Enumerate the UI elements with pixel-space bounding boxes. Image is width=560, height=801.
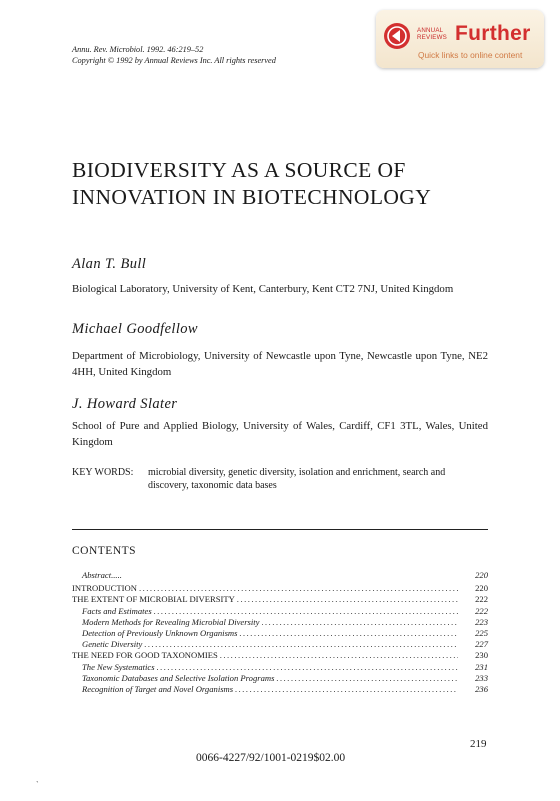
keywords-text: microbial diversity, genetic diversity, isolation and enrichment, search and discovery, taxonomic data bases <box>148 467 446 491</box>
toc-entry[interactable] <box>72 639 488 650</box>
toc-entry-text: Modern Methods for Revealing Microbial Diversity <box>82 616 260 627</box>
scan-mark: ` <box>36 780 39 789</box>
badge-reviews-text: REVIEWS <box>417 34 447 41</box>
divider <box>72 529 488 530</box>
toc-leader <box>276 673 458 684</box>
toc-entry-page: 225 <box>475 627 488 638</box>
contents-heading: CONTENTS <box>72 545 137 557</box>
toc-entry-page: 236 <box>475 683 488 694</box>
toc-leader <box>239 628 458 639</box>
citation-line-2: Copyright © 1992 by Annual Reviews Inc. All rights reserved <box>72 56 276 65</box>
keywords <box>72 466 488 492</box>
toc-entry-page: 222 <box>475 605 488 616</box>
toc-entry-page: 223 <box>475 616 488 627</box>
badge-annual-reviews-label <box>417 27 447 41</box>
toc-entry-text: Recognition of Target and Novel Organisms <box>82 683 234 694</box>
keywords-label: KEY WORDS: <box>72 467 134 478</box>
toc-entry-text: Abstract..... <box>82 570 122 580</box>
toc-leader <box>237 594 458 605</box>
toc-entry[interactable] <box>72 650 488 661</box>
toc-entry-text: Genetic Diversity <box>82 639 143 650</box>
author-affiliation: Department of Microbiology, University of Newcastle upon Tyne, Newcastle upon Tyne, NE2 4HH, United Kingdom <box>72 350 488 378</box>
toc-entry-text: Taxonomic Databases and Selective Isolation Programs <box>82 672 275 683</box>
toc-entry[interactable] <box>72 684 488 695</box>
citation-line-1: Annu. Rev. Microbiol. 1992. 46:219–52 <box>72 45 204 54</box>
author-name: Michael Goodfellow <box>72 321 198 337</box>
toc-entry-text: THE NEED FOR GOOD TAXONOMIES <box>72 650 218 661</box>
table-of-contents <box>72 570 488 695</box>
toc-entry[interactable] <box>72 628 488 639</box>
title-line-1: BIODIVERSITY AS A SOURCE OF <box>72 158 406 182</box>
toc-entry[interactable] <box>72 673 488 684</box>
page-number: 219 <box>470 738 487 750</box>
journal-citation <box>72 44 276 66</box>
toc-leader <box>262 617 459 628</box>
toc-entry-page: 231 <box>475 661 488 672</box>
toc-entry[interactable] <box>72 594 488 605</box>
toc-leader <box>154 606 458 617</box>
toc-entry-page: 230 <box>475 650 488 661</box>
toc-entry-text: Detection of Previously Unknown Organisms <box>82 627 238 638</box>
toc-entry-page: 220 <box>475 570 488 580</box>
toc-entry-text: The New Systematics <box>82 661 155 672</box>
author-affiliation: School of Pure and Applied Biology, University of Wales, Cardiff, CF1 3TL, Wales, United Kingdom <box>72 420 488 448</box>
toc-entry-text: INTRODUCTION <box>72 583 137 594</box>
badge-annual-text: ANNUAL <box>417 27 444 34</box>
toc-entry-page: 233 <box>475 672 488 683</box>
toc-leader <box>139 583 458 594</box>
toc-leader <box>144 639 458 650</box>
toc-entry-text: Facts and Estimates <box>82 605 152 616</box>
toc-entry[interactable] <box>72 570 488 581</box>
badge-subtitle: Quick links to online content <box>418 50 523 60</box>
toc-entry[interactable] <box>72 583 488 594</box>
toc-entry[interactable] <box>72 662 488 673</box>
toc-entry-text: THE EXTENT OF MICROBIAL DIVERSITY <box>72 594 235 605</box>
annual-reviews-further-badge[interactable] <box>376 10 544 68</box>
issn-code: 0066-4227/92/1001-0219$02.00 <box>196 752 346 764</box>
toc-entry[interactable] <box>72 606 488 617</box>
toc-leader <box>220 650 458 661</box>
author-name: J. Howard Slater <box>72 396 178 412</box>
badge-further-text: Further <box>455 22 531 45</box>
toc-entry-page: 227 <box>475 639 488 650</box>
toc-entry-page: 220 <box>475 583 488 594</box>
toc-leader <box>235 684 458 695</box>
toc-leader <box>157 662 458 673</box>
article-title <box>72 157 512 211</box>
annual-reviews-logo-icon <box>383 22 411 50</box>
toc-entry-page: 222 <box>475 594 488 605</box>
author-affiliation: Biological Laboratory, University of Kent, Canterbury, Kent CT2 7NJ, United Kingdom <box>72 283 454 295</box>
toc-entry[interactable] <box>72 617 488 628</box>
author-name: Alan T. Bull <box>72 256 147 272</box>
title-line-2: INNOVATION IN BIOTECHNOLOGY <box>72 185 432 209</box>
